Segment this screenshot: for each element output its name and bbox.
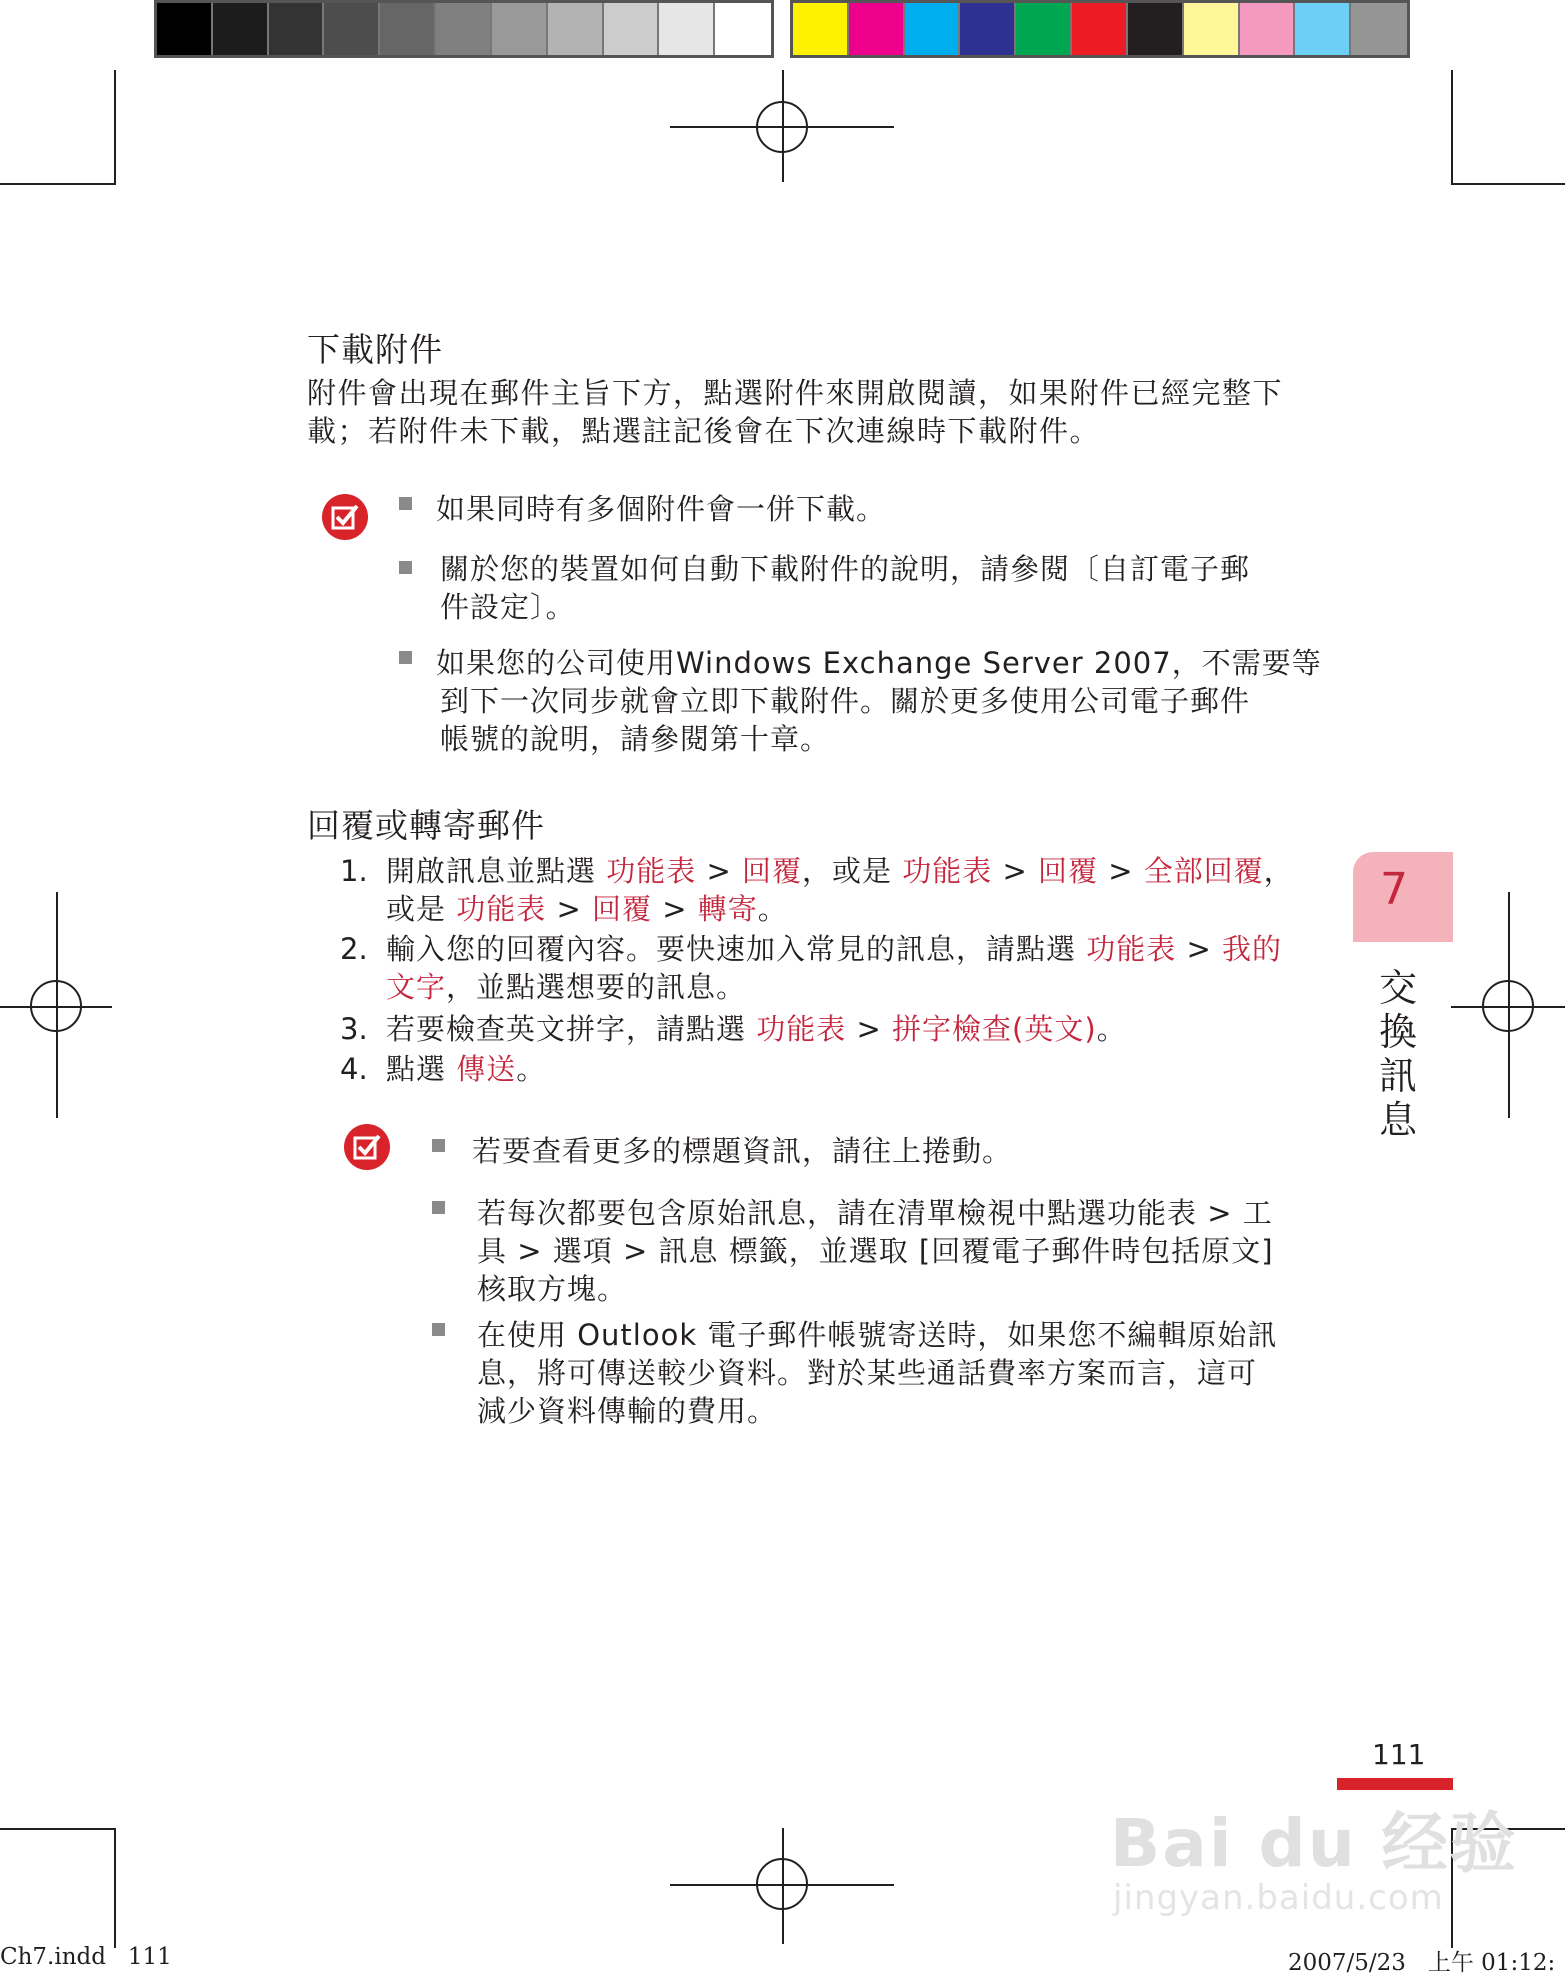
color-swatch: [492, 3, 548, 55]
bullet-square: [432, 1201, 445, 1214]
crop-mark: [0, 1828, 116, 1830]
color-swatch: [604, 3, 660, 55]
step-number: 4.: [340, 1052, 368, 1086]
note-item: [440, 550, 1250, 626]
color-swatch: [1072, 3, 1128, 55]
section-title: 下載附件: [307, 330, 443, 369]
note-line: 若要查看更多的標題資訊，請往上捲動。: [472, 1134, 1013, 1168]
section-title: 回覆或轉寄郵件: [307, 806, 545, 845]
color-swatch: [1240, 3, 1296, 55]
crop-mark: [1451, 70, 1453, 185]
color-swatch: [380, 3, 436, 55]
chapter-number: 7: [1380, 864, 1408, 915]
note-line: 件設定〕。: [440, 590, 576, 624]
note-line: 如果您的公司使用Windows Exchange Server 2007，不需要等: [436, 646, 1322, 680]
note-check-icon: [344, 1124, 390, 1170]
crop-mark: [1451, 183, 1565, 185]
note-line: 如果同時有多個附件會一併下載。: [436, 492, 887, 526]
color-swatch: [157, 3, 213, 55]
color-swatch: [849, 3, 905, 55]
step-text: 若要檢查英文拼字，請點選 功能表 > 拼字檢查(英文)。: [386, 1012, 1127, 1046]
chapter-side-title: 交 換 訊 息: [1378, 966, 1417, 1142]
step-text: 開啟訊息並點選 功能表 > 回覆，或是 功能表 > 回覆 > 全部回覆， 或是 功能表 > 回覆 > 轉寄。: [386, 854, 1294, 926]
note-line: 到下一次同步就會立即下載附件。關於更多使用公司電子郵件: [440, 684, 1251, 718]
registration-circle: [756, 101, 808, 153]
color-swatch: [960, 3, 1016, 55]
step-text: 輸入您的回覆內容。要快速加入常見的訊息，請點選 功能表 > 我的 文字，並點選想要的訊息。: [386, 932, 1283, 1004]
note-item: [472, 1132, 1012, 1170]
color-swatch: [1184, 3, 1240, 55]
note-check-icon: [322, 494, 368, 540]
grayscale-color-bar: [154, 0, 774, 58]
bullet-square: [399, 651, 412, 664]
color-swatch: [1351, 3, 1407, 55]
note-line: 息，將可傳送較少資料。對於某些通話費率方案而言，這可: [477, 1356, 1258, 1390]
note-line: 具 > 選項 > 訊息 標籤，並選取 [回覆電子郵件時包括原文]: [477, 1234, 1274, 1268]
color-swatch: [793, 3, 849, 55]
step-number: 1.: [340, 854, 368, 888]
note-item: [477, 1194, 1274, 1308]
step-number: 2.: [340, 932, 368, 966]
baidu-watermark-logo: Bai du 经验: [1110, 1805, 1518, 1882]
note-item: [436, 490, 886, 528]
crop-mark: [114, 70, 116, 185]
note-item: [436, 644, 1322, 758]
paragraph-line: 附件會出現在郵件主旨下方，點選附件來開啟閱讀，如果附件已經完整下: [307, 376, 1284, 410]
step-number: 3.: [340, 1012, 368, 1046]
color-swatch: [436, 3, 492, 55]
note-line: 關於您的裝置如何自動下載附件的說明，請參閱〔自訂電子郵: [440, 552, 1251, 586]
color-swatch: [324, 3, 380, 55]
color-swatch: [1128, 3, 1184, 55]
crop-mark: [114, 1828, 116, 1948]
color-swatch: [1295, 3, 1351, 55]
cmyk-color-bar: [790, 0, 1410, 58]
note-line: 若每次都要包含原始訊息，請在清單檢視中點選功能表 > 工: [477, 1196, 1273, 1230]
registration-circle: [1482, 980, 1534, 1032]
note-line: 減少資料傳輸的費用。: [477, 1394, 778, 1428]
paragraph-line: 載；若附件未下載，點選註記後會在下次連線時下載附件。: [307, 414, 1101, 448]
registration-circle: [756, 1858, 808, 1910]
note-line: 帳號的說明，請參閱第十章。: [440, 722, 831, 756]
color-swatch: [659, 3, 715, 55]
note-item: [477, 1316, 1277, 1430]
page-number: 111: [1372, 1738, 1426, 1771]
baidu-watermark-url: jingyan.baidu.com: [1113, 1878, 1444, 1918]
bullet-square: [399, 497, 412, 510]
section-paragraph: [307, 374, 1283, 450]
note-line: 核取方塊。: [477, 1272, 628, 1306]
page-number-bar: [1337, 1778, 1453, 1790]
color-swatch: [548, 3, 604, 55]
color-swatch: [1016, 3, 1072, 55]
bullet-square: [399, 561, 412, 574]
step-text: 點選 傳送。: [386, 1052, 547, 1086]
color-swatch: [213, 3, 269, 55]
bullet-square: [432, 1323, 445, 1336]
color-swatch: [905, 3, 961, 55]
color-swatch: [269, 3, 325, 55]
note-line: 在使用 Outlook 電子郵件帳號寄送時，如果您不編輯原始訊: [477, 1318, 1278, 1352]
bullet-square: [432, 1139, 445, 1152]
crop-mark: [0, 183, 116, 185]
slug-right: 2007/5/23 上午 01:12:: [1288, 1950, 1556, 1976]
registration-circle: [30, 980, 82, 1032]
slug-left: Ch7.indd 111: [0, 1944, 172, 1970]
color-swatch: [715, 3, 771, 55]
